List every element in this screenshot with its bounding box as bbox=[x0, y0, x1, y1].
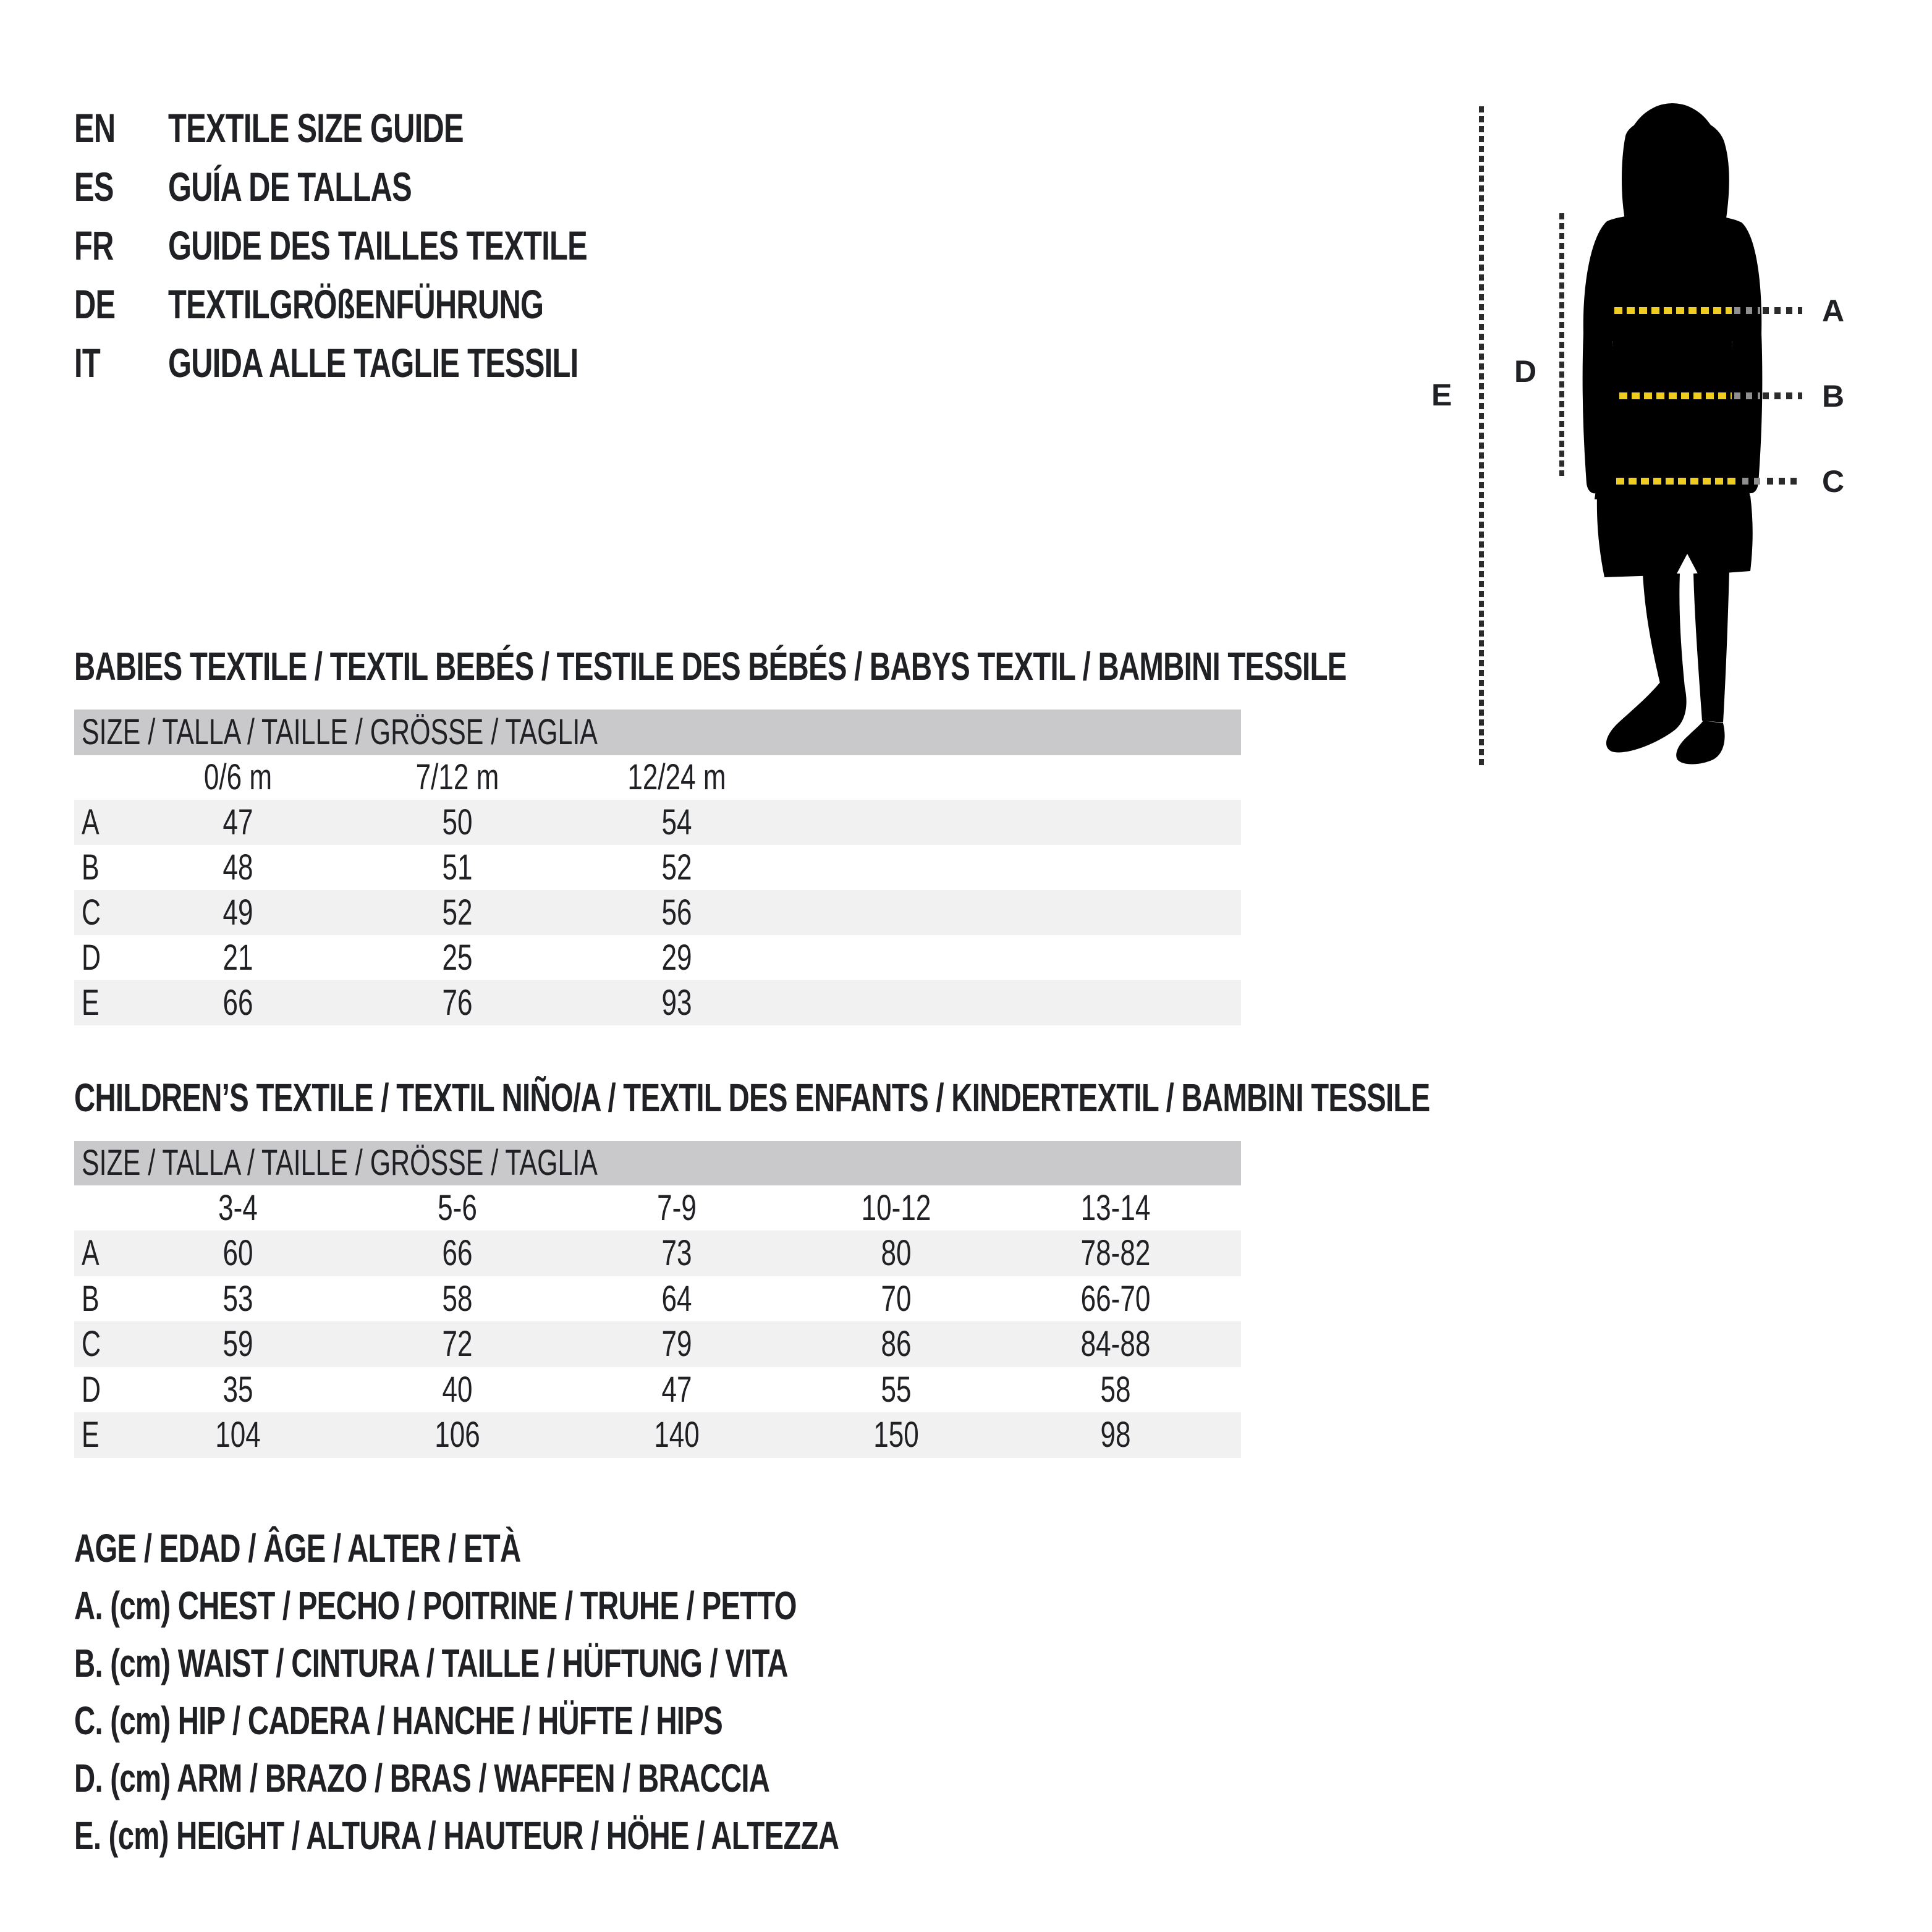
table-cell: 47 bbox=[661, 1369, 692, 1410]
table-column-header: 10-12 bbox=[861, 1188, 931, 1228]
table-cell: 98 bbox=[1100, 1415, 1131, 1455]
babies-size-header-bar bbox=[74, 710, 1241, 755]
table-cell: 70 bbox=[881, 1278, 912, 1319]
arm-line-d bbox=[1559, 213, 1564, 476]
table-cell: 25 bbox=[442, 938, 473, 978]
measurement-legend bbox=[74, 1520, 1108, 1865]
table-cell: 51 bbox=[442, 847, 473, 888]
guide-title-fr: GUIDE DES TAILLES TEXTILE bbox=[168, 222, 587, 268]
babies-section-title: BABIES TEXTILE / TEXTIL BEBÉS / TESTILE DES BÉBÉS / BABYS TEXTIL / BAMBINI TESSILE bbox=[74, 644, 1347, 688]
table-column-header: 3-4 bbox=[218, 1188, 258, 1228]
language-row-it bbox=[74, 334, 734, 392]
table-cell: 40 bbox=[442, 1369, 473, 1410]
table-cell: 58 bbox=[442, 1278, 473, 1319]
table-cell: 80 bbox=[881, 1233, 912, 1273]
table-cell: 79 bbox=[661, 1324, 692, 1364]
table-cell: 150 bbox=[873, 1415, 919, 1455]
table-row bbox=[74, 980, 1241, 1025]
language-row-es bbox=[74, 158, 734, 216]
table-cell: 21 bbox=[222, 938, 253, 978]
babies-size-header: SIZE / TALLA / TAILLE / GRÖSSE / TAGLIA bbox=[82, 712, 598, 752]
table-cell: 58 bbox=[1100, 1369, 1131, 1410]
hip-line-c bbox=[1616, 478, 1740, 485]
table-cell: 59 bbox=[222, 1324, 253, 1364]
table-column-header: 5-6 bbox=[438, 1188, 477, 1228]
row-label: E bbox=[82, 1415, 100, 1455]
table-column-header: 0/6 m bbox=[203, 757, 273, 797]
legend-height: E. (cm) HEIGHT / ALTURA / HAUTEUR / HÖHE / ALTEZZA bbox=[74, 1813, 839, 1858]
table-row bbox=[74, 935, 1241, 980]
hip-line-c-end bbox=[1767, 478, 1802, 485]
table-row bbox=[74, 845, 1241, 890]
language-row-fr bbox=[74, 216, 734, 275]
row-label: C bbox=[82, 1324, 101, 1364]
table-cell: 60 bbox=[222, 1233, 253, 1273]
row-label: B bbox=[82, 847, 100, 888]
table-cell: 54 bbox=[661, 802, 692, 842]
language-code: EN bbox=[74, 105, 116, 151]
legend-arm: D. (cm) ARM / BRAZO / BRAS / WAFFEN / BRACCIA bbox=[74, 1756, 770, 1800]
legend-age: AGE / EDAD / ÂGE / ALTER / ETÀ bbox=[74, 1526, 521, 1570]
legend-waist: B. (cm) WAIST / CINTURA / TAILLE / HÜFTUNG / VITA bbox=[74, 1641, 788, 1685]
legend-hip: C. (cm) HIP / CADERA / HANCHE / HÜFTE / HIPS bbox=[74, 1698, 722, 1743]
guide-title-de: TEXTILGRÖßENFÜHRUNG bbox=[168, 281, 544, 327]
table-row bbox=[74, 1276, 1241, 1322]
table-cell: 50 bbox=[442, 802, 473, 842]
table-cell: 52 bbox=[661, 847, 692, 888]
waist-line-b-end bbox=[1763, 392, 1802, 399]
table-column-header-row bbox=[74, 755, 1241, 800]
table-cell: 140 bbox=[654, 1415, 700, 1455]
table-column-header: 12/24 m bbox=[627, 757, 726, 797]
table-row bbox=[74, 800, 1241, 845]
language-code: IT bbox=[74, 340, 100, 386]
row-label: D bbox=[82, 938, 101, 978]
chest-line-a-end bbox=[1763, 307, 1802, 314]
waist-line-b-outer bbox=[1734, 392, 1760, 399]
chest-line-a-outer bbox=[1734, 307, 1760, 314]
table-cell: 47 bbox=[222, 802, 253, 842]
table-cell: 72 bbox=[442, 1324, 473, 1364]
table-column-header: 7-9 bbox=[657, 1188, 697, 1228]
row-label: C bbox=[82, 892, 101, 933]
children-size-header: SIZE / TALLA / TAILLE / GRÖSSE / TAGLIA bbox=[82, 1143, 598, 1183]
table-cell: 29 bbox=[661, 938, 692, 978]
language-code: FR bbox=[74, 222, 114, 268]
table-cell: 86 bbox=[881, 1324, 912, 1364]
table-cell: 76 bbox=[442, 983, 473, 1023]
table-row bbox=[74, 890, 1241, 935]
row-label: B bbox=[82, 1278, 100, 1319]
measure-label-b: B bbox=[1822, 379, 1845, 413]
table-cell: 66 bbox=[442, 1233, 473, 1273]
language-row-de bbox=[74, 275, 734, 334]
table-cell: 78-82 bbox=[1080, 1233, 1151, 1273]
table-cell: 64 bbox=[661, 1278, 692, 1319]
table-cell: 73 bbox=[661, 1233, 692, 1273]
table-cell: 52 bbox=[442, 892, 473, 933]
children-size-header-bar bbox=[74, 1141, 1241, 1185]
legend-chest: A. (cm) CHEST / PECHO / POITRINE / TRUHE / PETTO bbox=[74, 1583, 797, 1628]
table-cell: 84-88 bbox=[1080, 1324, 1151, 1364]
guide-title-es: GUÍA DE TALLAS bbox=[168, 164, 412, 210]
table-cell: 48 bbox=[222, 847, 253, 888]
language-title-list bbox=[74, 99, 734, 392]
waist-line-b bbox=[1619, 392, 1732, 399]
language-row-en bbox=[74, 99, 734, 158]
table-column-header: 13-14 bbox=[1080, 1188, 1151, 1228]
table-cell: 66-70 bbox=[1080, 1278, 1151, 1319]
table-cell: 93 bbox=[661, 983, 692, 1023]
table-cell: 55 bbox=[881, 1369, 912, 1410]
guide-title-it: GUIDA ALLE TAGLIE TESSILI bbox=[168, 340, 578, 386]
table-cell: 35 bbox=[222, 1369, 253, 1410]
row-label: A bbox=[82, 802, 100, 842]
guide-title-en: TEXTILE SIZE GUIDE bbox=[168, 105, 464, 151]
table-row bbox=[74, 1412, 1241, 1458]
table-cell: 66 bbox=[222, 983, 253, 1023]
hip-line-c-outer bbox=[1742, 478, 1765, 485]
row-label: A bbox=[82, 1233, 100, 1273]
language-code: ES bbox=[74, 164, 114, 210]
table-cell: 104 bbox=[215, 1415, 261, 1455]
table-row bbox=[74, 1321, 1241, 1367]
chest-line-a bbox=[1614, 307, 1732, 314]
table-cell: 106 bbox=[434, 1415, 480, 1455]
children-section-title: CHILDREN’S TEXTILE / TEXTIL NIÑO/A / TEXTIL DES ENFANTS / KINDERTEXTIL / BAMBINI TESSILE bbox=[74, 1075, 1430, 1120]
table-column-header: 7/12 m bbox=[415, 757, 499, 797]
language-code: DE bbox=[74, 281, 116, 327]
row-label: D bbox=[82, 1369, 101, 1410]
table-cell: 53 bbox=[222, 1278, 253, 1319]
table-row bbox=[74, 1231, 1241, 1276]
measure-label-d: D bbox=[1514, 354, 1537, 389]
table-row bbox=[74, 1367, 1241, 1413]
measure-label-e: E bbox=[1431, 378, 1452, 412]
table-cell: 56 bbox=[661, 892, 692, 933]
table-column-header-row bbox=[74, 1185, 1241, 1231]
table-cell: 49 bbox=[222, 892, 253, 933]
row-label: E bbox=[82, 983, 100, 1023]
measure-label-a: A bbox=[1822, 294, 1845, 328]
measure-label-c: C bbox=[1822, 464, 1845, 499]
